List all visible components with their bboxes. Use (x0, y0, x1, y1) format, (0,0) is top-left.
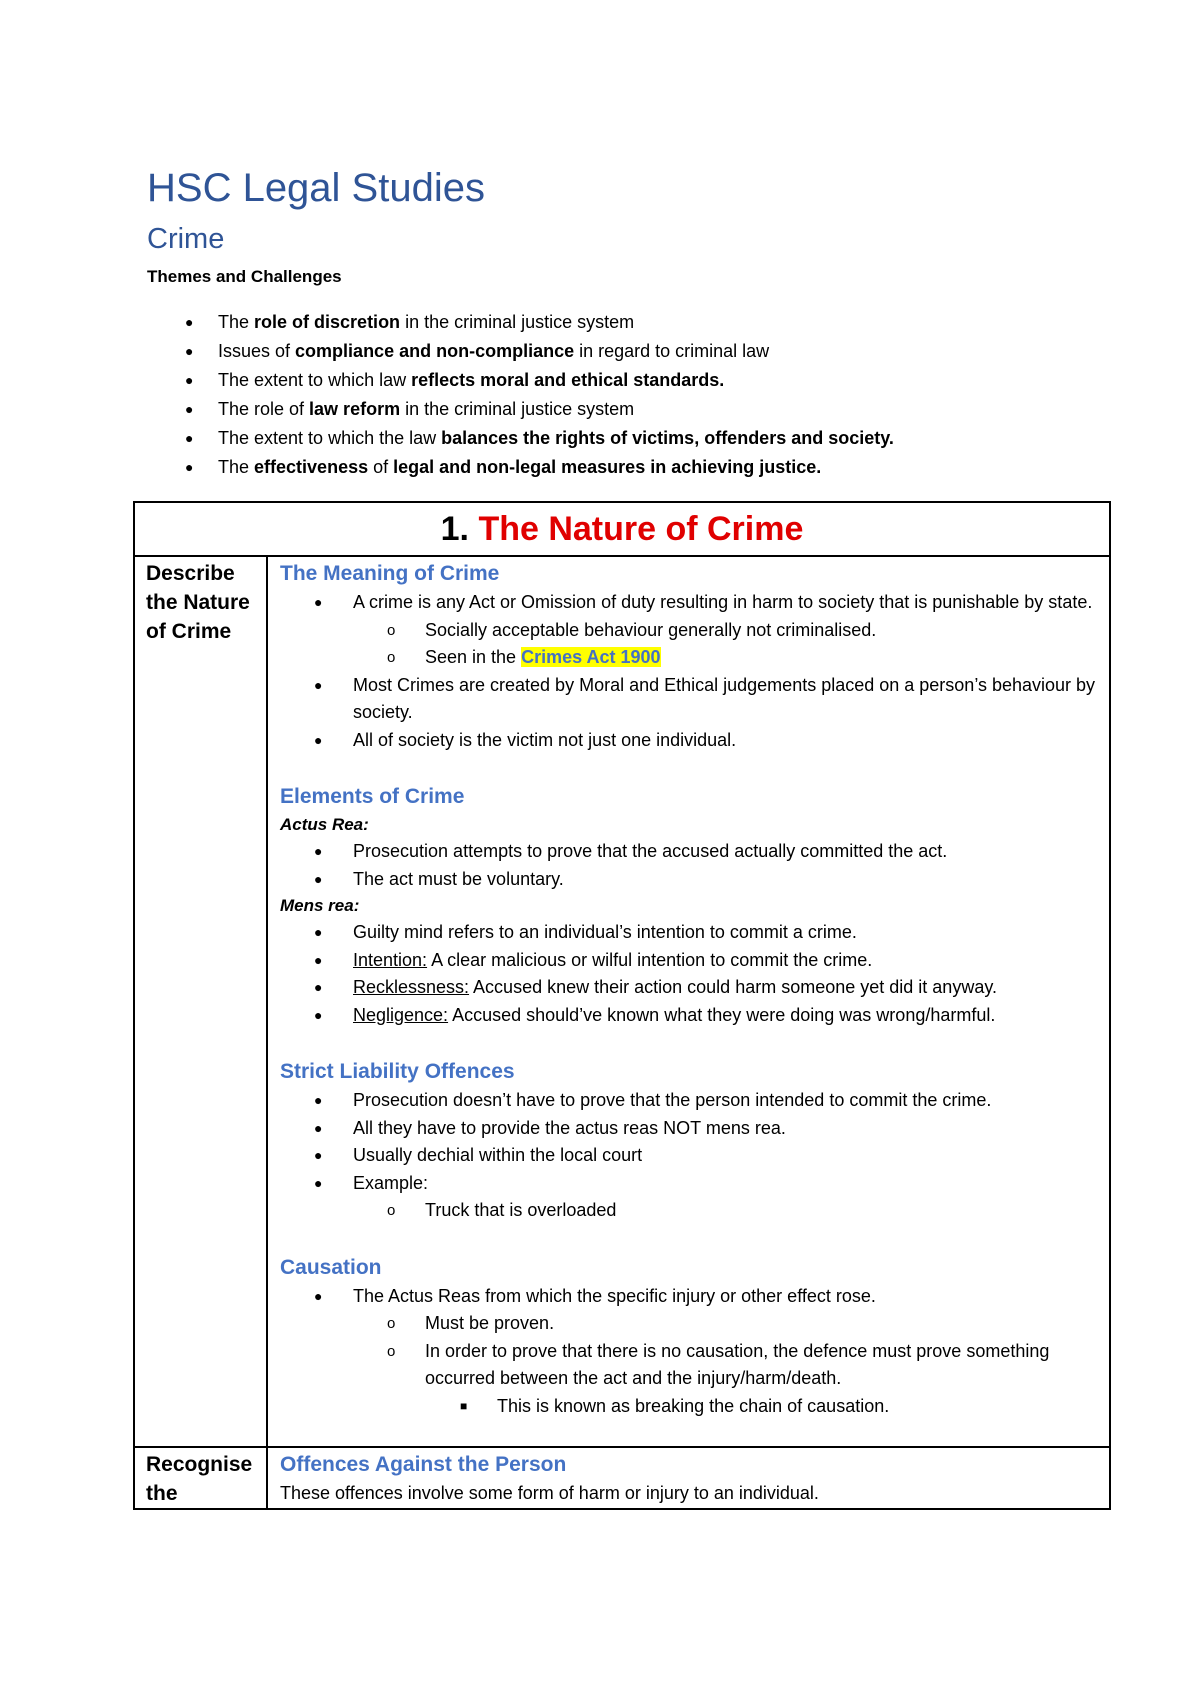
list-item: ● Guilty mind refers to an individual’s intention to commit a crime. (280, 919, 1099, 947)
list-item: o In order to prove that there is no causation, the defence must prove something occurred between the act and the injury/harm/death. (280, 1338, 1099, 1393)
row-content-recognise (267, 1447, 1110, 1509)
list-item: ● All they have to provide the actus reas NOT mens rea. (280, 1115, 1099, 1143)
meaning-sublist (280, 617, 1099, 672)
bullet-icon: ● (314, 594, 323, 610)
bullet-icon: ● (314, 979, 323, 995)
list-item: ■ This is known as breaking the chain of causation. (280, 1393, 1099, 1421)
bullet-icon: ● (185, 372, 194, 388)
list-item: ● Prosecution doesn’t have to prove that the person intended to commit the crime. (280, 1087, 1099, 1115)
section-number: 1. (440, 510, 469, 548)
bullet-icon: ● (314, 1006, 323, 1023)
theme-item: ● Issues of compliance and non-compliance in regard to criminal law (185, 341, 770, 361)
heading-causation: Causation (280, 1255, 382, 1279)
document-title: HSC Legal Studies (147, 166, 485, 210)
bullet-icon: ● (314, 924, 323, 940)
bullet-icon: ● (314, 1287, 323, 1304)
theme-item: ● The role of discretion in the criminal justice system (185, 312, 635, 332)
row-content-describe (267, 556, 1110, 1447)
square-bullet-icon: ■ (460, 1398, 468, 1413)
bullet-icon: ● (185, 459, 194, 475)
actus-rea-label: Actus Rea: (280, 815, 369, 834)
list-item: ● Example: (280, 1170, 1099, 1198)
offences-description: These offences involve some form of harm or injury to an individual. (280, 1483, 819, 1503)
highlighted-crimes-act: Crimes Act 1900 (521, 647, 661, 667)
list-item: ● Usually dechial within the local court (280, 1142, 1099, 1170)
list-item: o Seen in the Crimes Act 1900 (280, 644, 1099, 672)
meaning-list (280, 589, 1099, 617)
bullet-icon: ● (314, 1119, 323, 1136)
bullet-icon: ● (314, 1092, 323, 1108)
meaning-list-cont (280, 672, 1099, 755)
bullet-icon: ● (314, 843, 323, 859)
causation-subsublist (280, 1393, 1099, 1421)
heading-strict-liability: Strict Liability Offences (280, 1060, 515, 1083)
list-item: ● A crime is any Act or Omission of duty resulting in harm to society that is punishable by state. (280, 589, 1099, 617)
bullet-icon: ● (314, 1147, 323, 1163)
row-label-recognise: Recognise the (134, 1447, 267, 1509)
list-item: ● All of society is the victim not just one individual. (280, 727, 1099, 755)
themes-list (185, 310, 894, 484)
mens-rea-label: Mens rea: (280, 896, 360, 915)
bullet-icon: ● (314, 676, 323, 693)
theme-item: ● The extent to which law reflects moral and ethical standards. (185, 370, 725, 390)
bullet-icon: ● (314, 1174, 323, 1191)
circle-bullet-icon: o (387, 1315, 396, 1332)
notes-table (133, 501, 1111, 1510)
actus-list (280, 838, 1099, 893)
list-item: ● Most Crimes are created by Moral and Ethical judgements placed on a person’s behaviour by society. (280, 672, 1099, 727)
theme-item: ● The extent to which the law balances the rights of victims, offenders and society. (185, 428, 894, 448)
heading-offences-against-person: Offences Against the Person (280, 1453, 567, 1476)
bullet-icon: ● (314, 951, 323, 968)
section-name: The Nature of Crime (478, 510, 804, 548)
circle-bullet-icon: o (387, 1342, 396, 1360)
section-title (134, 502, 1110, 556)
causation-list (280, 1283, 1099, 1311)
list-item: o Socially acceptable behaviour generally not criminalised. (280, 617, 1099, 645)
list-item: ● The Actus Reas from which the specific injury or other effect rose. (280, 1283, 1099, 1311)
list-item: ● Prosecution attempts to prove that the accused actually committed the act. (280, 838, 1099, 866)
circle-bullet-icon: o (387, 1202, 396, 1219)
mens-list (280, 919, 1099, 1029)
list-item: ● The act must be voluntary. (280, 866, 1099, 894)
theme-item: ● The role of law reform in the criminal justice system (185, 399, 635, 419)
causation-sublist (280, 1310, 1099, 1393)
circle-bullet-icon: o (387, 649, 396, 666)
bullet-icon: ● (185, 401, 194, 417)
bullet-icon: ● (314, 731, 323, 748)
circle-bullet-icon: o (387, 621, 396, 639)
bullet-icon: ● (314, 870, 323, 887)
list-item: o Truck that is overloaded (280, 1197, 1099, 1225)
strict-list (280, 1087, 1099, 1197)
bullet-icon: ● (185, 314, 194, 330)
strict-sublist (280, 1197, 1099, 1225)
bullet-icon: ● (185, 430, 194, 446)
list-item: o Must be proven. (280, 1310, 1099, 1338)
list-item: ● Negligence: Accused should’ve known what they were doing was wrong/harmful. (280, 1002, 1099, 1030)
document-subtitle: Crime (147, 223, 225, 255)
heading-elements-of-crime: Elements of Crime (280, 785, 465, 808)
heading-meaning-of-crime: The Meaning of Crime (280, 562, 500, 585)
list-item: ● Recklessness: Accused knew their action could harm someone yet did it anyway. (280, 974, 1099, 1002)
bullet-icon: ● (185, 343, 194, 359)
list-item: ● Intention: A clear malicious or wilful intention to commit the crime. (280, 947, 1099, 975)
themes-heading: Themes and Challenges (147, 267, 342, 286)
row-label-describe: Describe the Nature of Crime (134, 556, 267, 1447)
theme-item: ● The effectiveness of legal and non-legal measures in achieving justice. (185, 457, 822, 477)
